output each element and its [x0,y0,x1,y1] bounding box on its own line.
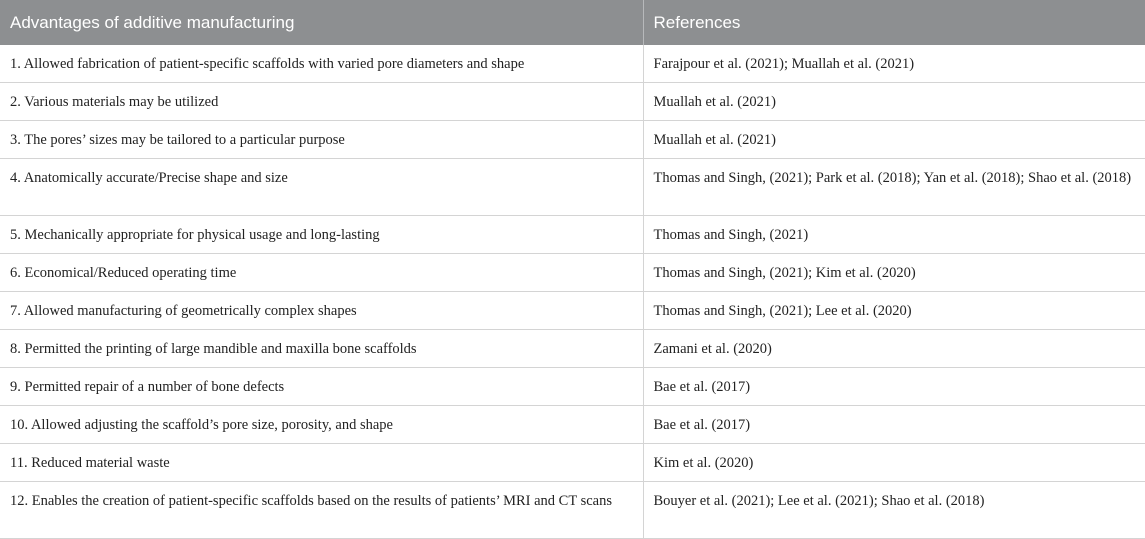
advantage-cell: 2. Various materials may be utilized [0,83,643,121]
table-row [0,406,1145,444]
table-row [0,254,1145,292]
references-cell: Muallah et al. (2021) [643,83,1145,121]
references-cell: Farajpour et al. (2021); Muallah et al. (2021) [643,45,1145,83]
table-row [0,159,1145,216]
references-cell: Bae et al. (2017) [643,406,1145,444]
references-cell: Bouyer et al. (2021); Lee et al. (2021); Shao et al. (2018) [643,482,1145,539]
table-row [0,330,1145,368]
table-row [0,45,1145,83]
references-cell: Thomas and Singh, (2021); Park et al. (2018); Yan et al. (2018); Shao et al. (2018) [643,159,1145,216]
advantage-cell: 8. Permitted the printing of large mandible and maxilla bone scaffolds [0,330,643,368]
table-row [0,83,1145,121]
advantage-cell: 7. Allowed manufacturing of geometrically complex shapes [0,292,643,330]
advantage-cell: 9. Permitted repair of a number of bone defects [0,368,643,406]
advantage-cell: 11. Reduced material waste [0,444,643,482]
advantage-cell: 1. Allowed fabrication of patient-specific scaffolds with varied pore diameters and shape [0,45,643,83]
table-row [0,121,1145,159]
references-cell: Zamani et al. (2020) [643,330,1145,368]
header-row [0,0,1145,45]
advantage-cell: 10. Allowed adjusting the scaffold’s pore size, porosity, and shape [0,406,643,444]
table-row [0,216,1145,254]
table-row [0,444,1145,482]
table-row [0,482,1145,539]
advantage-cell: 4. Anatomically accurate/Precise shape and size [0,159,643,216]
advantage-cell: 5. Mechanically appropriate for physical usage and long-lasting [0,216,643,254]
table-row [0,292,1145,330]
references-cell: Thomas and Singh, (2021) [643,216,1145,254]
header-references: References [643,0,1145,45]
advantage-cell: 3. The pores’ sizes may be tailored to a particular purpose [0,121,643,159]
references-cell: Bae et al. (2017) [643,368,1145,406]
references-cell: Muallah et al. (2021) [643,121,1145,159]
advantage-cell: 6. Economical/Reduced operating time [0,254,643,292]
references-cell: Thomas and Singh, (2021); Lee et al. (2020) [643,292,1145,330]
references-cell: Kim et al. (2020) [643,444,1145,482]
references-cell: Thomas and Singh, (2021); Kim et al. (2020) [643,254,1145,292]
table-row [0,368,1145,406]
header-advantages: Advantages of additive manufacturing [0,0,643,45]
advantage-cell: 12. Enables the creation of patient-specific scaffolds based on the results of patients’ MRI and CT scans [0,482,643,539]
